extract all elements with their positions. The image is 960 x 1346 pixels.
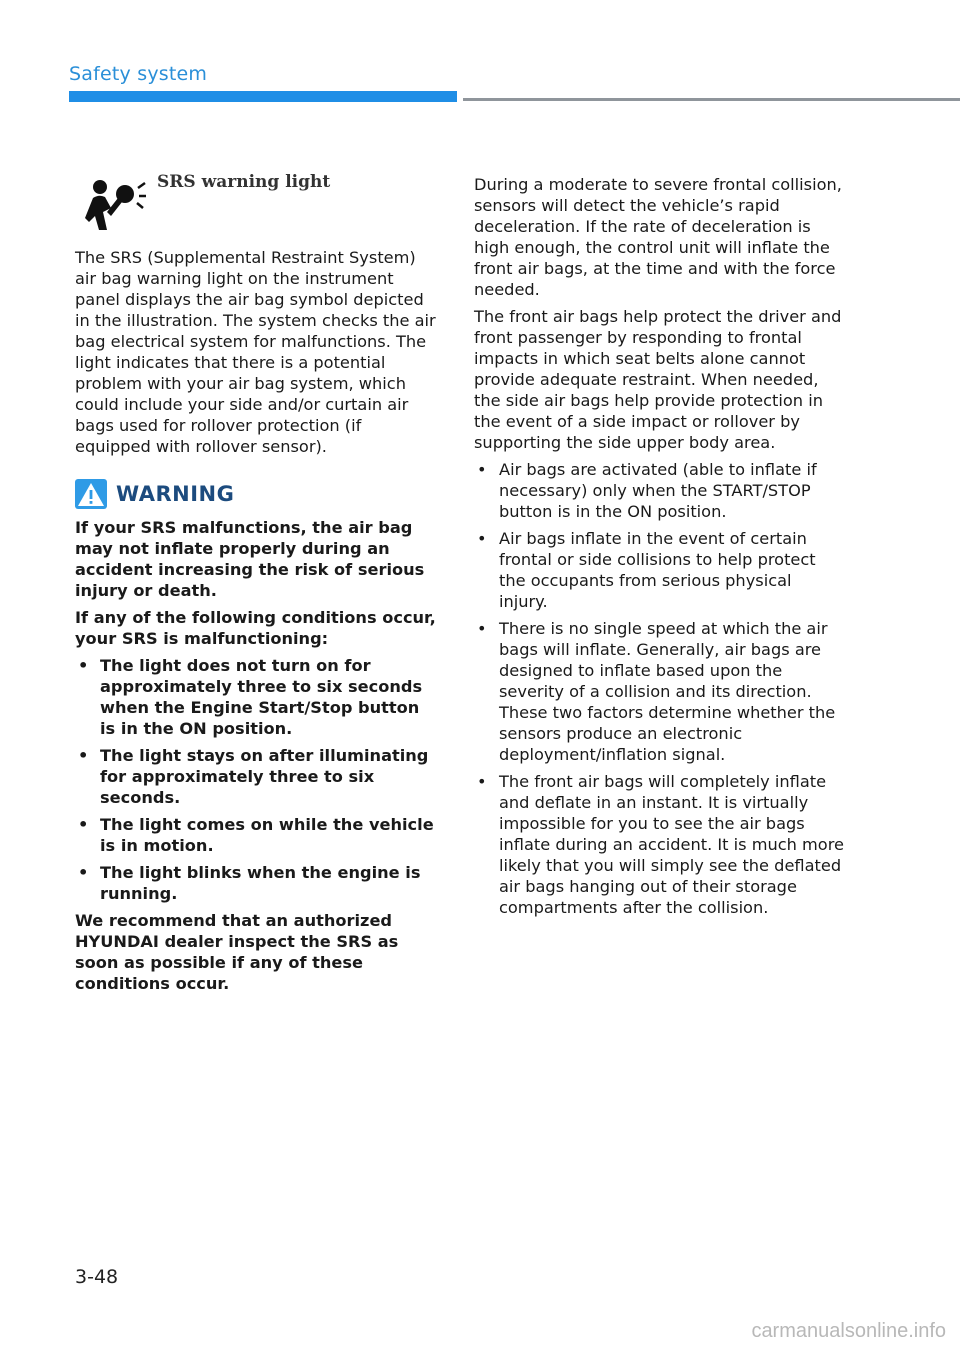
- page-number: 3-48: [75, 1266, 119, 1288]
- header-rule-accent: [69, 91, 457, 102]
- front-airbag-paragraph: The front air bags help protect the driver and front passenger by responding to frontal impacts in which seat belts alone cannot provide adequate restraint. When needed, the side air bags help provide protection in the event of a side impact or rollover by supporting the side upper body area.: [474, 307, 842, 452]
- right-column: [474, 174, 844, 924]
- list-item: • The light comes on while the vehicle is in motion.: [75, 814, 440, 856]
- list-item: • Air bags are activated (able to inflate if necessary) only when the START/STOP button is in the ON position.: [474, 459, 844, 522]
- srs-intro-paragraph: The SRS (Supplemental Restraint System) air bag warning light on the instrument panel displays the air bag symbol depicted in the illustration. The system checks the air bag electrical system for malfunctions. The light indicates that there is a potential problem with your air bag system, which could include your side and/or curtain air bags used for rollover protection (if equipped with rollover sensor).: [75, 248, 436, 456]
- watermark: carmanualsonline.info: [751, 1320, 946, 1342]
- airbag-warning-icon: [85, 178, 147, 236]
- list-item: • The front air bags will completely inflate and deflate in an instant. It is virtually impossible for you to see the air bags inflate during an accident. It is much more likely that you will simply see the deflated air bags hanging out of their storage compartments after the collision.: [474, 771, 844, 918]
- airbag-facts-list: [474, 459, 844, 918]
- srs-heading: SRS warning light: [157, 172, 331, 192]
- warning-conditions-intro: If any of the following conditions occur, your SRS is malfunctioning:: [75, 608, 436, 648]
- list-item: • The light blinks when the engine is running.: [75, 862, 440, 904]
- warning-label: WARNING: [116, 482, 235, 506]
- list-item: • There is no single speed at which the air bags will inflate. Generally, air bags are designed to inflate based upon the severity of a collision and its direction. These two factors determine whether the sensors produce an electronic deployment/inflation signal.: [474, 618, 844, 765]
- warning-paragraph: If your SRS malfunctions, the air bag may not inflate properly during an accident increasing the risk of serious injury or death.: [75, 518, 425, 600]
- warning-heading: [75, 479, 440, 509]
- warning-triangle-icon: [75, 479, 107, 509]
- section-title: Safety system: [69, 63, 208, 85]
- warning-recommendation: We recommend that an authorized HYUNDAI dealer inspect the SRS as soon as possible if any of these conditions occur.: [75, 911, 399, 993]
- warning-body: [75, 517, 440, 994]
- collision-paragraph: During a moderate to severe frontal collision, sensors will detect the vehicle’s rapid deceleration. If the rate of deceleration is high enough, the control unit will inflate the front air bags, at the time and with the force needed.: [474, 175, 842, 299]
- srs-heading-row: [75, 170, 440, 236]
- list-item: • The light does not turn on for approximately three to six seconds when the Engine Start/Stop button is in the ON position.: [75, 655, 440, 739]
- header-rule-gray: [463, 98, 960, 101]
- warning-condition-list: [75, 655, 440, 904]
- list-item: • Air bags inflate in the event of certain frontal or side collisions to help protect the occupants from serious physical injury.: [474, 528, 844, 612]
- left-column: [75, 170, 440, 1000]
- list-item: • The light stays on after illuminating for approximately three to six seconds.: [75, 745, 440, 808]
